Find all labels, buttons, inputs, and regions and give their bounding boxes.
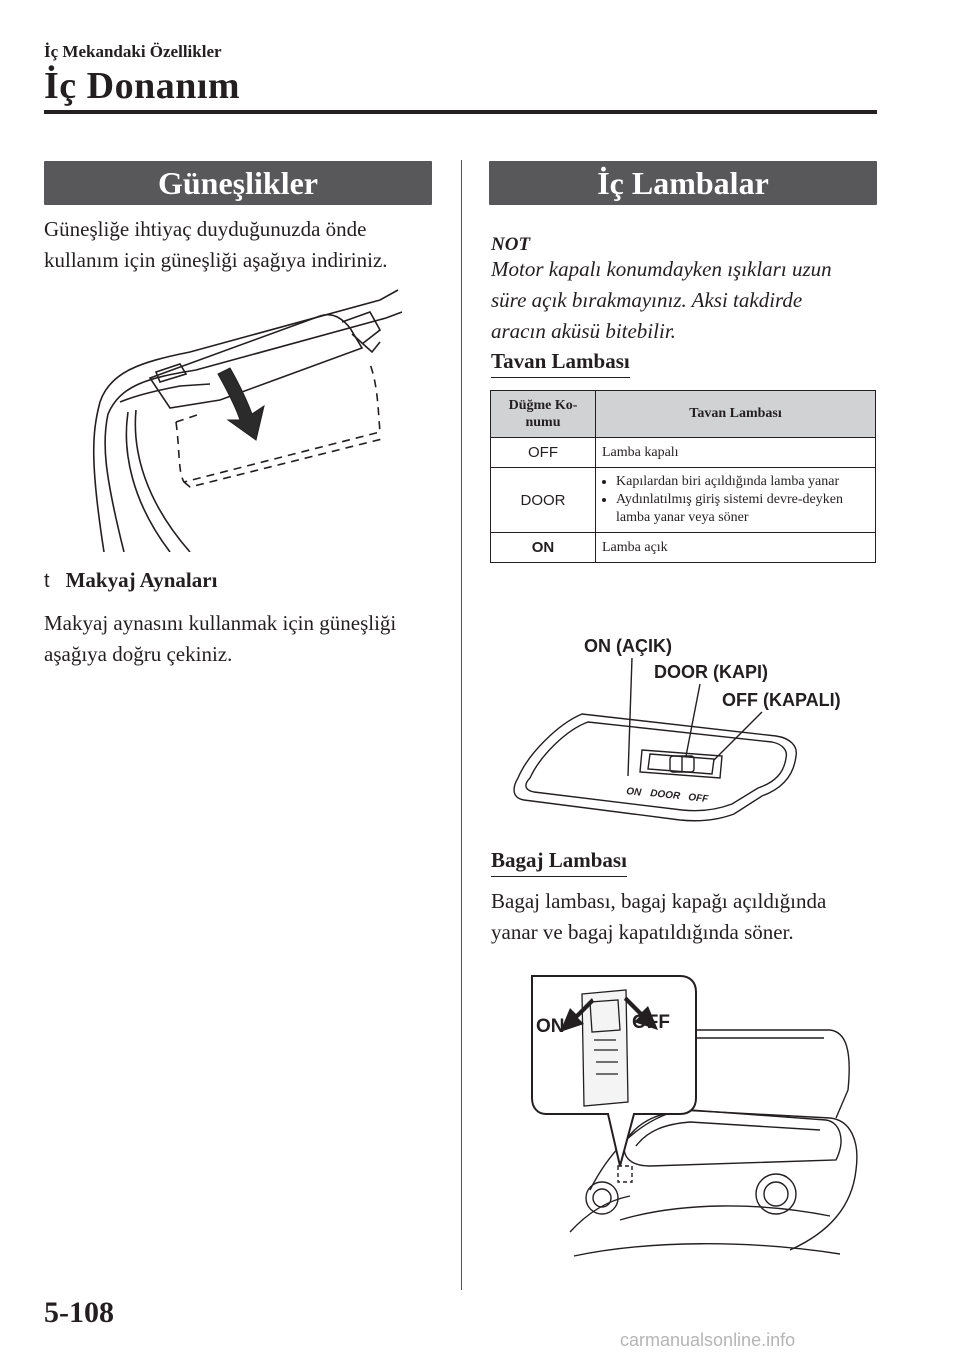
vanity-mirror-text [44, 608, 444, 670]
note-line-3: aracın aküsü bitebilir. [491, 319, 676, 343]
row-off-position: OFF [491, 438, 596, 468]
trunk-label-on: ON [536, 1016, 565, 1037]
chapter-title: İç Donanım [44, 65, 241, 107]
row-door-bullet-1: • Kapılardan biri açıldığında lamba yanar [616, 473, 869, 491]
row-door-position: DOOR [491, 468, 596, 533]
page-number: 5-108 [44, 1296, 114, 1329]
header-rule [44, 110, 877, 114]
switch-text-on: ON [625, 786, 642, 799]
trunk-light-text [491, 886, 881, 948]
note-line-2: süre açık bırakmayınız. Aksi takdirde [491, 288, 803, 312]
trunk-light-heading: Bagaj Lambası [491, 848, 627, 877]
overhead-light-heading: Tavan Lambası [491, 349, 630, 378]
dome-light-illustration [500, 628, 870, 838]
note-text [491, 254, 881, 347]
trunk-light-line-1: Bagaj lambası, bagaj kapağı açıldığında [491, 889, 827, 913]
bullet-glyph: t [44, 570, 50, 592]
row-on-description: Lamba açık [596, 533, 876, 563]
row-door-description [596, 468, 876, 533]
label-on-acik: ON (AÇIK) [584, 636, 672, 656]
sunvisor-intro-line-2: kullanım için güneşliği aşağıya indiriniz. [44, 248, 388, 272]
row-door-bullet-2: • Aydınlatılmış giriş sistemi devre-deyken lamba yanar veya söner [616, 491, 869, 527]
sunvisor-illustration [80, 282, 410, 552]
watermark: carmanualsonline.info [620, 1330, 796, 1350]
table-header-row [491, 391, 876, 438]
trunk-light-illustration [530, 970, 870, 1260]
note-label: NOT [491, 234, 531, 255]
switch-text-off: OFF [687, 792, 709, 806]
label-off-kapali: OFF (KAPALI) [722, 690, 841, 710]
interior-lights-banner: İç Lambalar [489, 161, 877, 205]
sunvisor-banner: Güneşlikler [44, 161, 432, 205]
breadcrumb: İç Mekandaki Özellikler [44, 42, 222, 61]
table-head-lamp: Tavan Lambası [596, 391, 876, 438]
vanity-mirror-title: Makyaj Aynaları [65, 568, 218, 592]
table-row [491, 533, 876, 563]
table-row [491, 468, 876, 533]
column-divider [461, 160, 462, 1290]
trunk-label-off: OFF [632, 1012, 670, 1033]
vanity-mirror-line-1: Makyaj aynasını kullanmak için güneşliği [44, 611, 397, 635]
trunk-light-heading-wrap [491, 848, 627, 877]
sunvisor-intro-line-1: Güneşliğe ihtiyaç duyduğunuzda önde [44, 217, 367, 241]
row-on-position: ON [491, 533, 596, 563]
table-head-position: Düğme Ko-numu [491, 391, 596, 438]
sunvisor-intro [44, 214, 444, 276]
trunk-light-line-2: yanar ve bagaj kapatıldığında söner. [491, 920, 794, 944]
switch-text-door: DOOR [649, 788, 681, 803]
label-door-kapi: DOOR (KAPI) [654, 662, 768, 682]
overhead-light-heading-wrap [491, 349, 630, 378]
overhead-light-table [490, 390, 876, 563]
note-line-1: Motor kapalı konumdayken ışıkları uzun [491, 257, 832, 281]
vanity-mirror-line-2: aşağıya doğru çekiniz. [44, 642, 233, 666]
vanity-mirror-heading [44, 568, 217, 593]
table-row [491, 438, 876, 468]
row-off-description: Lamba kapalı [596, 438, 876, 468]
